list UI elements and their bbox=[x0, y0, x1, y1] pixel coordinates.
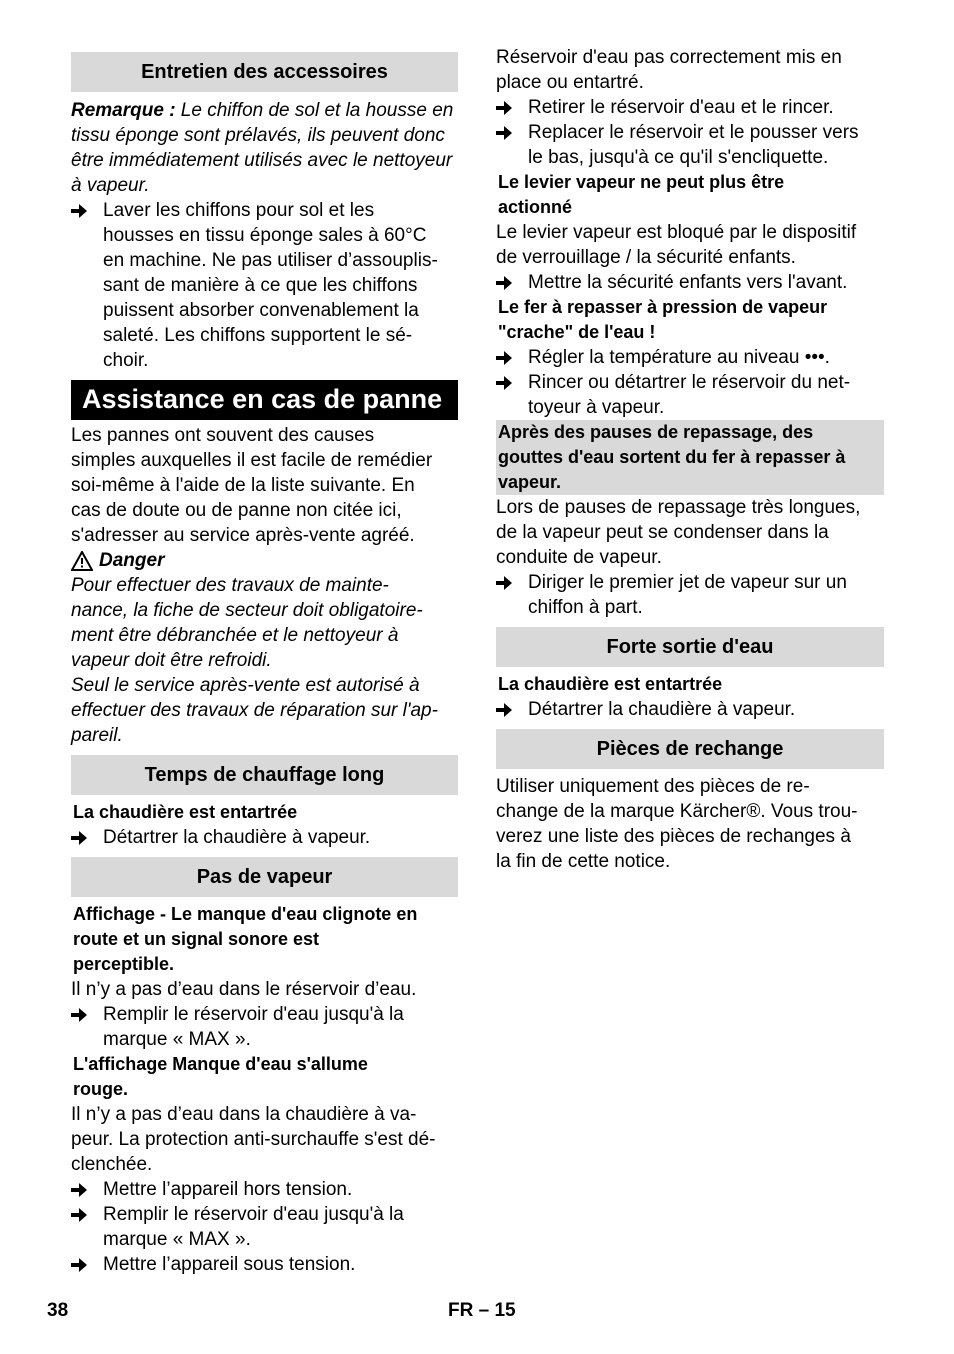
list-item-text bbox=[528, 370, 884, 420]
line: Réservoir d'eau pas correctement mis en bbox=[496, 47, 842, 68]
line: perceptible. bbox=[73, 954, 175, 974]
line: housses en tissu éponge sales à 60°C bbox=[103, 225, 427, 246]
line: Lors de pauses de repassage très longues, bbox=[496, 497, 861, 518]
levier-text bbox=[496, 220, 884, 270]
danger-label: Danger bbox=[99, 550, 165, 571]
arrow-icon bbox=[71, 1002, 103, 1052]
line: vapeur doit être refroidi. bbox=[71, 650, 272, 671]
line: Rincer ou détartrer le réservoir du net- bbox=[528, 372, 851, 393]
fer-subheading bbox=[496, 295, 884, 345]
line: en machine. Ne pas utiliser d’assouplis- bbox=[103, 250, 438, 271]
line: L'affichage Manque d'eau s'allume bbox=[73, 1054, 368, 1074]
line: marque « MAX ». bbox=[103, 1029, 251, 1050]
arrow-icon bbox=[496, 95, 528, 120]
intro-paragraph bbox=[71, 423, 458, 548]
list-item-temps bbox=[71, 825, 458, 850]
page-number: 38 bbox=[47, 1300, 69, 1321]
line: nance, la fiche de secteur doit obligatoire- bbox=[71, 600, 423, 621]
list-item-text: Régler la température au niveau •••. bbox=[528, 347, 830, 368]
line: Seul le service après-vente est autorisé à bbox=[71, 675, 420, 696]
line: Pour effectuer des travaux de mainte- bbox=[71, 575, 389, 596]
pauses-subheading bbox=[496, 420, 884, 495]
line: la fin de cette notice. bbox=[496, 851, 671, 872]
heading-pas-de-vapeur: Pas de vapeur bbox=[71, 857, 458, 897]
line: de verrouillage / la sécurité enfants. bbox=[496, 247, 796, 268]
arrow-icon bbox=[496, 697, 528, 722]
line: rouge. bbox=[73, 1079, 129, 1099]
danger-label-row bbox=[71, 548, 458, 573]
arrow-icon bbox=[71, 825, 103, 850]
list-item-text bbox=[103, 198, 458, 373]
list-item-securite bbox=[496, 270, 884, 295]
line: Remplir le réservoir d'eau jusqu'à la bbox=[103, 1004, 404, 1025]
list-item-text: Mettre l’appareil sous tension. bbox=[103, 1254, 356, 1275]
line: effectuer des travaux de réparation sur l'ap- bbox=[71, 700, 438, 721]
list-item-regler bbox=[496, 345, 884, 370]
line: saleté. Les chiffons supportent le sé- bbox=[103, 325, 413, 346]
line: peur. La protection anti-surchauffe s'est dé- bbox=[71, 1129, 436, 1150]
forte-subheading: La chaudière est entartrée bbox=[498, 674, 723, 694]
arrow-icon bbox=[496, 345, 528, 370]
list-item-text bbox=[103, 1202, 458, 1252]
line: Utiliser uniquement des pièces de re- bbox=[496, 776, 810, 797]
line: le bas, jusqu'à ce qu'il s'encliquette. bbox=[528, 147, 829, 168]
line: s'adresser au service après-vente agréé. bbox=[71, 525, 415, 546]
line: ment être débranchée et le nettoyeur à bbox=[71, 625, 399, 646]
list-item-text: Détartrer la chaudière à vapeur. bbox=[103, 827, 371, 848]
line: Il n’y a pas d’eau dans la chaudière à va- bbox=[71, 1104, 417, 1125]
heading-entretien: Entretien des accessoires bbox=[71, 52, 458, 92]
line: clenchée. bbox=[71, 1154, 153, 1175]
line: route et un signal sonore est bbox=[73, 929, 320, 949]
line: pareil. bbox=[71, 725, 123, 746]
list-item-text bbox=[528, 120, 884, 170]
remarque-paragraph bbox=[71, 98, 458, 198]
arrow-icon bbox=[496, 570, 528, 620]
heading-temps: Temps de chauffage long bbox=[71, 755, 458, 795]
line: marque « MAX ». bbox=[103, 1229, 251, 1250]
list-item-text: Mettre la sécurité enfants vers l'avant. bbox=[528, 272, 848, 293]
arrow-icon bbox=[71, 1177, 103, 1202]
affichage-subheading bbox=[71, 902, 458, 977]
line: Les pannes ont souvent des causes bbox=[71, 425, 375, 446]
left-column bbox=[71, 45, 458, 1277]
line: vapeur. bbox=[498, 472, 562, 492]
line: choir. bbox=[103, 350, 149, 371]
list-item-sous-tension bbox=[71, 1252, 458, 1277]
temps-subheading: La chaudière est entartrée bbox=[73, 802, 298, 822]
list-item-remplir-1 bbox=[71, 1002, 458, 1052]
list-item-text: Détartrer la chaudière à vapeur. bbox=[528, 699, 796, 720]
line: change de la marque Kärcher®. Vous trou- bbox=[496, 801, 858, 822]
list-item-diriger bbox=[496, 570, 884, 620]
list-item-hors-tension bbox=[71, 1177, 458, 1202]
list-item-forte bbox=[496, 697, 884, 722]
line: Diriger le premier jet de vapeur sur un bbox=[528, 572, 847, 593]
line: place ou entartré. bbox=[496, 72, 644, 93]
line: Le fer à repasser à pression de vapeur bbox=[498, 297, 828, 317]
heading-forte-sortie: Forte sortie d'eau bbox=[496, 627, 884, 667]
line: Après des pauses de repassage, des bbox=[498, 422, 814, 442]
line: toyeur à vapeur. bbox=[528, 397, 665, 418]
remarque-text: Le chiffon de sol et la housse en tissu éponge sont prélavés, ils peuvent donc être immédiatement utilisés avec le nettoyeur à vapeur. bbox=[71, 100, 454, 196]
arrow-icon bbox=[496, 120, 528, 170]
list-item-text bbox=[528, 570, 884, 620]
warning-triangle-icon bbox=[71, 551, 93, 571]
line: chiffon à part. bbox=[528, 597, 643, 618]
arrow-icon bbox=[71, 1202, 103, 1252]
affichage-rouge-subheading bbox=[71, 1052, 458, 1102]
line: Le levier vapeur ne peut plus être bbox=[498, 172, 785, 192]
line: sant de manière à ce que les chiffons bbox=[103, 275, 418, 296]
list-item-text: Mettre l’appareil hors tension. bbox=[103, 1179, 353, 1200]
levier-subheading bbox=[496, 170, 884, 220]
list-item-rincer bbox=[496, 370, 884, 420]
pieces-text bbox=[496, 774, 884, 874]
remarque-label: Remarque : bbox=[71, 100, 176, 121]
pas-eau-reservoir: Il n’y a pas d’eau dans le réservoir d’eau. bbox=[71, 979, 417, 1000]
list-item-text: Retirer le réservoir d'eau et le rincer. bbox=[528, 97, 834, 118]
line: gouttes d'eau sortent du fer à repasser à bbox=[498, 447, 846, 467]
right-column bbox=[496, 45, 884, 874]
arrow-icon bbox=[71, 1252, 103, 1277]
pas-eau-chaudiere bbox=[71, 1102, 458, 1177]
pauses-text bbox=[496, 495, 884, 570]
arrow-icon bbox=[496, 270, 528, 295]
danger-text bbox=[71, 573, 458, 748]
page-label: FR – 15 bbox=[448, 1300, 516, 1321]
list-item-laver bbox=[71, 198, 458, 373]
heading-assistance: Assistance en cas de panne bbox=[71, 380, 458, 420]
line: Replacer le réservoir et le pousser vers bbox=[528, 122, 859, 143]
line: verez une liste des pièces de rechanges à bbox=[496, 826, 851, 847]
reservoir-text bbox=[496, 45, 884, 95]
list-item-replacer bbox=[496, 120, 884, 170]
arrow-icon bbox=[496, 370, 528, 420]
line: Affichage - Le manque d'eau clignote en bbox=[73, 904, 418, 924]
heading-pieces: Pièces de rechange bbox=[496, 729, 884, 769]
list-item-remplir-2 bbox=[71, 1202, 458, 1252]
list-item-text bbox=[103, 1002, 458, 1052]
line: soi-même à l'aide de la liste suivante. En bbox=[71, 475, 415, 496]
line: "crache" de l'eau ! bbox=[498, 322, 656, 342]
line: cas de doute ou de panne non citée ici, bbox=[71, 500, 402, 521]
list-item-retirer bbox=[496, 95, 884, 120]
line: actionné bbox=[498, 197, 573, 217]
line: de la vapeur peut se condenser dans la bbox=[496, 522, 829, 543]
line: puissent absorber convenablement la bbox=[103, 300, 419, 321]
arrow-icon bbox=[71, 198, 103, 373]
line: Le levier vapeur est bloqué par le dispositif bbox=[496, 222, 857, 243]
line: Laver les chiffons pour sol et les bbox=[103, 200, 375, 221]
line: simples auxquelles il est facile de remédier bbox=[71, 450, 433, 471]
line: Remplir le réservoir d'eau jusqu'à la bbox=[103, 1204, 404, 1225]
line: conduite de vapeur. bbox=[496, 547, 662, 568]
